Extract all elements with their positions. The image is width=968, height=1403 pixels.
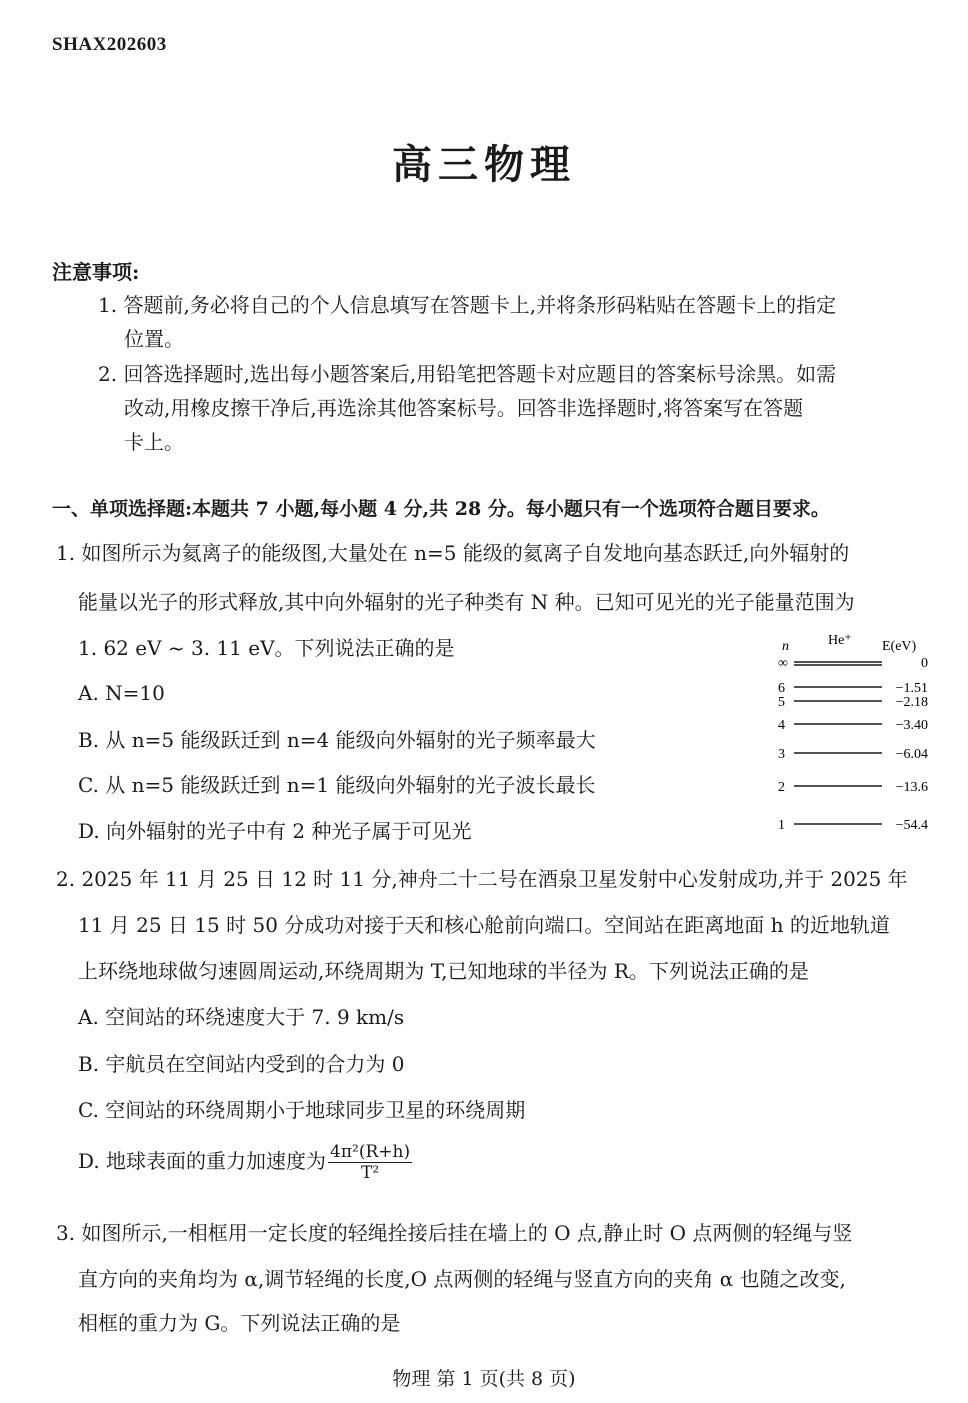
level-n-label: 4 xyxy=(778,718,785,733)
notice-heading: 注意事项: xyxy=(52,260,140,284)
level-n-label: ∞ xyxy=(778,656,788,671)
energy-level-diagram xyxy=(770,628,940,838)
question-text: 相框的重力为 G。下列说法正确的是 xyxy=(78,1311,401,1335)
n-axis-label: n xyxy=(782,639,789,654)
notice-line: 2. 回答选择题时,选出每小题答案后,用铅笔把答题卡对应题目的答案标号涂黑。如需 xyxy=(98,362,837,386)
option-a: A. 空间站的环绕速度大于 7. 9 km/s xyxy=(78,1005,405,1029)
level-energy-label: −1.51 xyxy=(895,681,928,696)
section-heading: 一、单项选择题:本题共 7 小题,每小题 4 分,共 28 分。每小题只有一个选项符合题目要求。 xyxy=(52,498,830,520)
level-energy-label: −54.4 xyxy=(895,818,928,833)
level-n-label: 3 xyxy=(778,747,785,762)
question-text: 1. 62 eV ~ 3. 11 eV。下列说法正确的是 xyxy=(78,636,455,660)
level-energy-label: −2.18 xyxy=(895,695,928,710)
option-d: D. 向外辐射的光子中有 2 种光子属于可见光 xyxy=(78,819,472,843)
level-n-label: 1 xyxy=(778,818,785,833)
question-text: 能量以光子的形式释放,其中向外辐射的光子种类有 N 种。已知可见光的光子能量范围为 xyxy=(78,590,855,614)
notice-line: 卡上。 xyxy=(124,430,184,454)
question-text: 11 月 25 日 15 时 50 分成功对接于天和核心舱前向端口。空间站在距离地面 h 的近地轨道 xyxy=(78,913,890,937)
page-title: 高三物理 xyxy=(392,141,576,188)
page-footer: 物理 第 1 页(共 8 页) xyxy=(392,1368,576,1390)
option-b: B. 宇航员在空间站内受到的合力为 0 xyxy=(78,1052,405,1076)
notice-line: 改动,用橡皮擦干净后,再选涂其他答案标号。回答非选择题时,将答案写在答题 xyxy=(124,396,804,420)
option-d-prefix: D. 地球表面的重力加速度为 xyxy=(78,1149,327,1173)
option-c: C. 空间站的环绕周期小于地球同步卫星的环绕周期 xyxy=(78,1098,526,1122)
fraction xyxy=(328,1142,412,1183)
level-energy-label: −3.40 xyxy=(895,718,928,733)
question-text: 3. 如图所示,一相框用一定长度的轻绳拴接后挂在墙上的 O 点,静止时 O 点两侧的轻绳与竖 xyxy=(56,1221,853,1245)
question-text: 上环绕地球做匀速圆周运动,环绕周期为 T,已知地球的半径为 R。下列说法正确的是 xyxy=(78,959,809,983)
level-energy-label: −6.04 xyxy=(895,747,928,762)
option-d xyxy=(78,1141,412,1183)
fraction-numerator: 4π²(R+h) xyxy=(330,1142,411,1162)
exam-code: SHAX202603 xyxy=(52,34,167,55)
question-text: 直方向的夹角均为 α,调节轻绳的长度,O 点两侧的轻绳与竖直方向的夹角 α 也随之改变, xyxy=(78,1267,846,1291)
question-text: 1. 如图所示为氦离子的能级图,大量处在 n=5 能级的氦离子自发地向基态跃迁,向外辐射的 xyxy=(56,541,850,565)
notice-line: 位置。 xyxy=(124,327,184,351)
level-n-label: 2 xyxy=(778,780,785,795)
level-energy-label: 0 xyxy=(921,656,928,671)
notice-line: 1. 答题前,务必将自己的个人信息填写在答题卡上,并将条形码粘贴在答题卡上的指定 xyxy=(98,293,837,317)
question-text: 2. 2025 年 11 月 25 日 12 时 11 分,神舟二十二号在酒泉卫星发射中心发射成功,并于 2025 年 xyxy=(56,867,908,891)
level-n-label: 6 xyxy=(778,681,785,696)
level-energy-label: −13.6 xyxy=(895,780,928,795)
option-b: B. 从 n=5 能级跃迁到 n=4 能级向外辐射的光子频率最大 xyxy=(78,728,596,752)
ion-label: He⁺ xyxy=(828,633,852,648)
level-n-label: 5 xyxy=(778,695,785,710)
option-c: C. 从 n=5 能级跃迁到 n=1 能级向外辐射的光子波长最长 xyxy=(78,773,596,797)
option-a: A. N=10 xyxy=(78,681,165,705)
fraction-denominator: T² xyxy=(361,1163,380,1183)
energy-axis-label: E(eV) xyxy=(882,639,917,654)
